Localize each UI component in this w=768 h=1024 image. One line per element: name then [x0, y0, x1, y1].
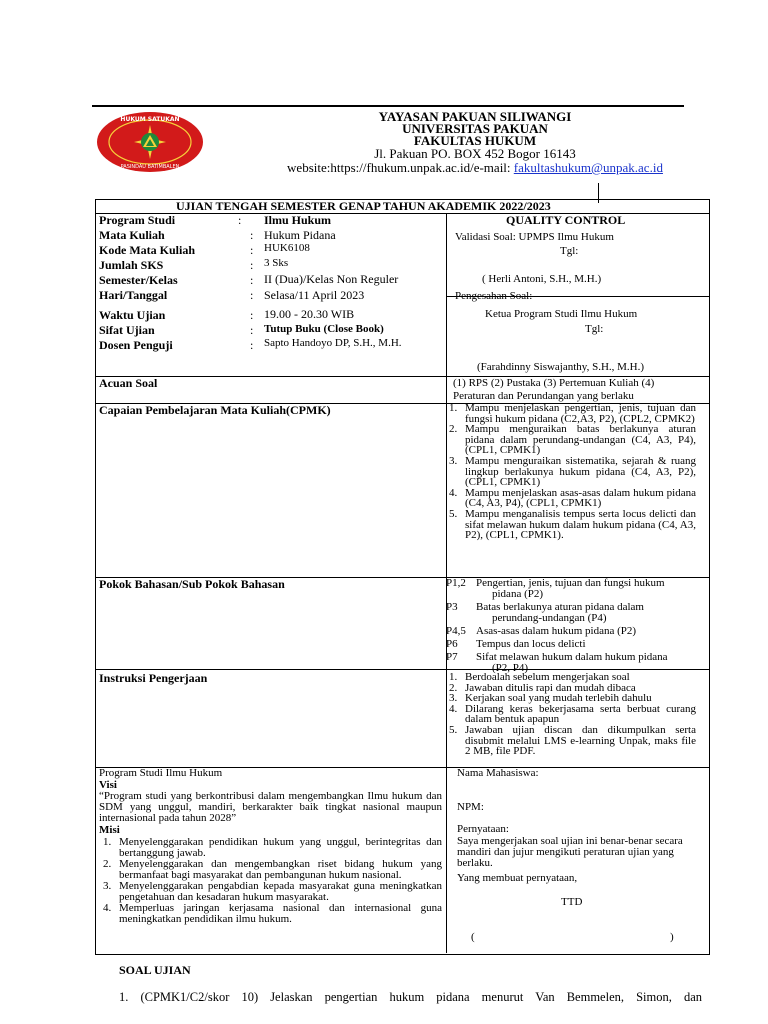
list-item: 1. Menyelenggarakan pendidikan hukum yang unggul, berintegritas dan bertanggung jawab. — [103, 836, 442, 859]
list-item: 4. Dilarang keras bekerjasama serta berbuat curang dalam bentuk apapun — [449, 702, 696, 726]
university-name: UNIVERSITAS PAKUAN — [402, 121, 548, 136]
ttd-label: TTD — [561, 896, 583, 908]
list-item: 2. Menyelenggarakan dan mengembangkan riset bidang hukum yang bermanfaat bagi masyarakat dan pembangunan hukum nasional. — [103, 858, 442, 881]
list-item: 1. Mampu menjelaskan pengertian, jenis, tujuan dan fungsi hukum pidana (C2,A3, P2), (CPL2, CPMK2) — [449, 402, 696, 425]
quality-control-title: QUALITY CONTROL — [506, 213, 626, 227]
website-text: website:https://fhukum.unpak.ac.id/e-mail: — [287, 160, 514, 175]
value-semester-kelas: II (Dua)/Kelas Non Reguler — [264, 272, 399, 286]
colon: : — [250, 323, 254, 337]
cpmk-label: Capaian Pembelajaran Mata Kuliah(CPMK) — [99, 403, 331, 417]
instruksi-list — [449, 672, 696, 757]
pokok-list — [446, 578, 698, 674]
acuan-line-2: Peraturan dan Perundangan yang berlaku — [453, 390, 634, 402]
colon: : — [250, 243, 254, 257]
list-item: 5. Mampu menganalisis tempus serta locus delicti dan sifat melawan hukum dalam hukum pidana (C4, A3, P2), (CPL1, CPMK1). — [449, 507, 696, 542]
head-name: (Farahdinny Siswajanthy, S.H., M.H.) — [477, 361, 645, 373]
colon: : — [250, 288, 254, 302]
list-item: 2. Mampu menguraikan batas berlakunya aturan pidana dalam perundang-undangan (C4, A3, P4), (CPL1, CPMK1) — [449, 423, 696, 457]
question-1: 1. (CPMK1/C2/skor 10) Jelaskan pengertian hukum pidana menurut Van Bemmelen, Simon, dan — [119, 990, 702, 1004]
colon: : — [250, 228, 254, 242]
value-dosen-penguji: Sapto Handoyo DP, S.H., M.H. — [264, 337, 402, 349]
program-name: Program Studi Ilmu Hukum — [99, 767, 223, 779]
colon: : — [238, 213, 242, 227]
svg-text:HUKUM SATUKAN: HUKUM SATUKAN — [120, 116, 180, 123]
list-item: 3. Mampu menguraikan sistematika, sejarah & ruang lingkup berlakunya hukum pidana (C4, A3, P2), (CPL1, CPMK1) — [449, 454, 696, 489]
label-sifat-ujian: Sifat Ujian — [99, 323, 155, 337]
list-item: P7 Sifat melawan hukum dalam hukum pidana (P2, P4) — [446, 651, 668, 674]
label-program-studi: Program Studi — [99, 213, 176, 227]
label-semester-kelas: Semester/Kelas — [99, 273, 178, 287]
value-sifat-ujian: Tutup Buku (Close Book) — [264, 323, 384, 335]
list-item: 4. Memperluas jaringan kerjasama nasional dan internasional guna meningkatkan pendidikan ilmu hukum. — [103, 902, 442, 925]
list-item: 3. Menyelenggarakan pengabdian kepada masyarakat guna meningkatkan pengetahuan dan kesadaran hukum masyarakat. — [103, 880, 442, 903]
contact-line — [205, 161, 745, 175]
statement-label: Pernyataan: — [457, 823, 509, 835]
label-waktu-ujian: Waktu Ujian — [99, 308, 166, 322]
student-name-label: Nama Mahasiswa: — [457, 767, 539, 779]
label-hari-tanggal: Hari/Tanggal — [99, 288, 168, 302]
list-item: P6 Tempus dan locus delicti — [446, 638, 586, 650]
approval-date: Tgl: — [585, 323, 604, 335]
acuan-label: Acuan Soal — [99, 376, 158, 390]
validation-text: Validasi Soal: UPMPS Ilmu Hukum — [455, 231, 614, 243]
value-kode-mata-kuliah: HUK6108 — [264, 242, 310, 254]
validator-name: ( Herli Antoni, S.H., M.H.) — [482, 273, 602, 285]
visi-text: “Program studi yang berkontribusi dalam mengembangkan Ilmu hukum dan SDM yang unggul, mandiri, berkarakter baik tingkat nasional maupun internasional pada tahun 2028” — [99, 790, 442, 824]
label-jumlah-sks: Jumlah SKS — [99, 258, 164, 272]
pokok-label: Pokok Bahasan/Sub Pokok Bahasan — [99, 577, 285, 591]
value-hari-tanggal: Selasa/11 April 2023 — [264, 288, 365, 302]
list-item: 3. Kerjakan soal yang mudah terlebih dahulu — [449, 692, 652, 705]
signature-paren-close: ) — [670, 931, 674, 943]
statement-text: Saya mengerjakan soal ujian ini benar-benar secara mandiri dan jujur mengikuti peraturan ujian yang berlaku. — [457, 835, 683, 869]
list-item: 1. Berdoalah sebelum mengerjakan soal — [449, 671, 630, 683]
institution-header — [205, 111, 745, 175]
faculty-name: FAKULTAS HUKUM — [413, 133, 537, 148]
list-item: 5. Jawaban ujian discan dan dikumpulkan serta disubmit melalui LMS e-learning Unpak, maks file 2 MB, file PDF. — [449, 723, 696, 758]
signature-paren-open: ( — [471, 931, 475, 943]
approval-text: Pengesahan Soal: — [455, 290, 533, 302]
label-kode-mata-kuliah: Kode Mata Kuliah — [99, 243, 196, 257]
value-program-studi: Ilmu Hukum — [264, 213, 332, 227]
exam-title: UJIAN TENGAH SEMESTER GENAP TAHUN AKADEMIK 2022/2023 — [176, 199, 551, 213]
label-dosen-penguji: Dosen Penguji — [99, 338, 173, 352]
label-mata-kuliah: Mata Kuliah — [99, 228, 165, 242]
list-item: 4. Mampu menjelaskan asas-asas dalam hukum pidana (C4, A3, P4), (CPL1, CPMK1) — [449, 486, 696, 510]
cpmk-list — [449, 403, 696, 541]
value-mata-kuliah: Hukum Pidana — [264, 228, 336, 242]
list-item: 2. Jawaban ditulis rapi dan mudah dibaca — [449, 681, 636, 694]
header-top-rule — [92, 105, 684, 107]
colon: : — [250, 273, 254, 287]
list-item: P3 Batas berlakunya aturan pidana dalam perundang-undangan (P4) — [446, 601, 644, 624]
acuan-line-1: (1) RPS (2) Pustaka (3) Pertemuan Kuliah (4) — [453, 377, 655, 389]
questions-title: SOAL UJIAN — [119, 963, 191, 977]
address: Jl. Pakuan PO. BOX 452 Bogor 16143 — [374, 146, 576, 161]
head-title: Ketua Program Studi Ilmu Hukum — [485, 308, 638, 320]
foundation-name: YAYASAN PAKUAN SILIWANGI — [378, 109, 572, 124]
visi-label: Visi — [99, 779, 117, 791]
colon: : — [250, 258, 254, 272]
colon: : — [250, 308, 254, 322]
signer-label: Yang membuat pernyataan, — [457, 872, 578, 884]
svg-text:PASINDAU BATIMBALEN: PASINDAU BATIMBALEN — [120, 164, 180, 170]
misi-list — [103, 837, 442, 925]
npm-label: NPM: — [457, 801, 484, 813]
misi-label: Misi — [99, 824, 120, 836]
colon: : — [250, 338, 254, 352]
validation-date: Tgl: — [560, 245, 579, 257]
list-item: P4,5 Asas-asas dalam hukum pidana (P2) — [446, 625, 637, 637]
value-jumlah-sks: 3 Sks — [264, 257, 289, 269]
list-item: P1,2 Pengertian, jenis, tujuan dan fungsi hukum pidana (P2) — [446, 577, 665, 600]
university-logo — [96, 111, 204, 173]
value-waktu-ujian: 19.00 - 20.30 WIB — [264, 307, 355, 321]
email-link[interactable]: fakultashukum@unpak.ac.id — [513, 160, 663, 175]
instruksi-label: Instruksi Pengerjaan — [99, 671, 208, 685]
